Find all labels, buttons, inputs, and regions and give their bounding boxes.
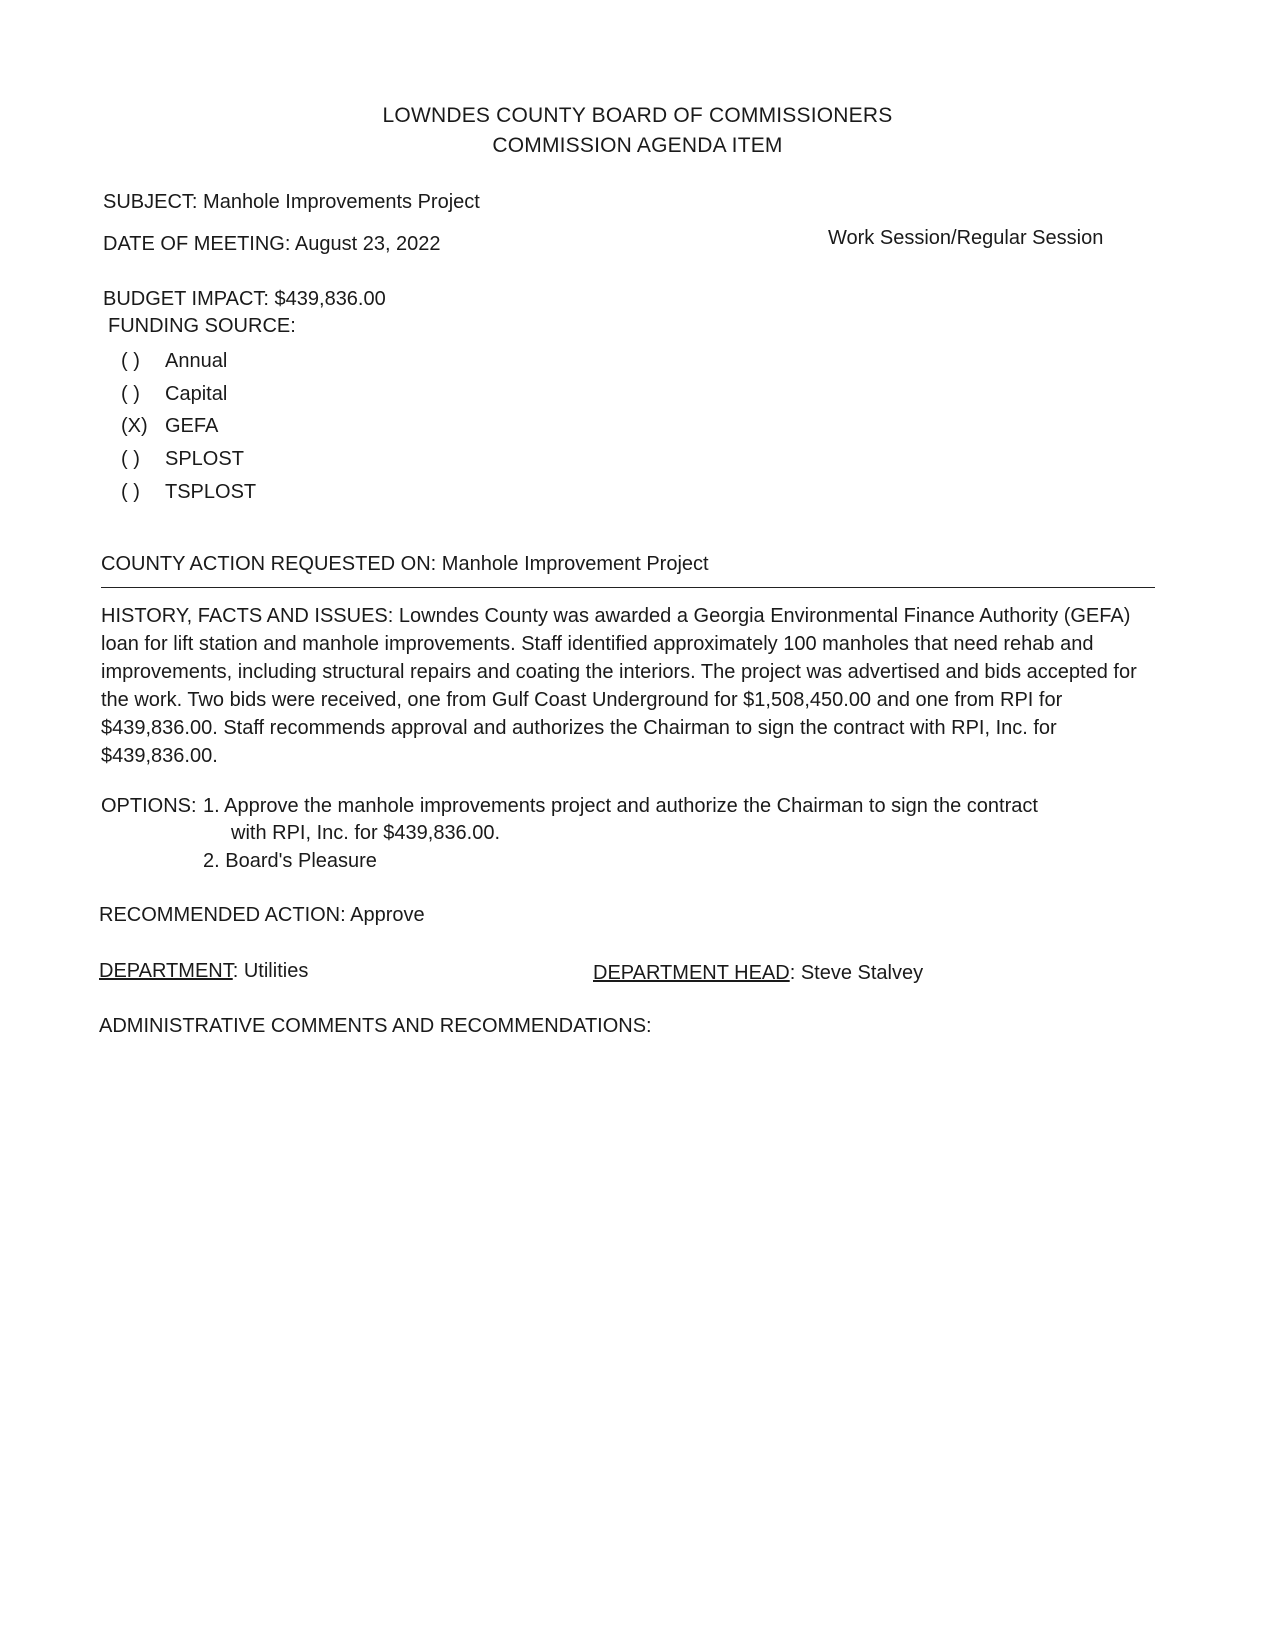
action-requested-label: COUNTY ACTION REQUESTED ON:	[101, 553, 437, 575]
recommended-action-field	[99, 904, 425, 927]
funding-item-splost	[121, 448, 244, 471]
funding-item-gefa	[121, 415, 218, 438]
budget-impact-field	[103, 288, 386, 311]
funding-checkbox-gefa: (X)	[121, 415, 148, 437]
funding-item-capital	[121, 383, 227, 406]
history-facts-issues	[101, 602, 1161, 770]
history-label: HISTORY, FACTS AND ISSUES:	[101, 605, 394, 627]
option-1-line-1: 1. Approve the manhole improvements project and authorize the Chairman to sign the contract	[203, 795, 1038, 817]
department-head-colon: :	[789, 962, 801, 984]
funding-name-annual: Annual	[165, 350, 228, 372]
options-label: OPTIONS:	[101, 795, 197, 817]
funding-checkbox-splost: ( )	[121, 448, 140, 470]
action-requested-field	[101, 553, 709, 576]
funding-name-tsplost: TSPLOST	[165, 481, 257, 503]
funding-item-tsplost	[121, 481, 256, 504]
action-requested-value: Manhole Improvement Project	[441, 553, 709, 575]
recommended-action-value: Approve	[350, 904, 425, 926]
department-field	[99, 960, 308, 983]
funding-source-label: FUNDING SOURCE:	[108, 315, 296, 337]
funding-name-capital: Capital	[165, 383, 228, 405]
funding-checkbox-tsplost: ( )	[121, 481, 140, 503]
department-value: Utilities	[243, 960, 309, 982]
document-subtitle: COMMISSION AGENDA ITEM	[492, 134, 783, 157]
department-head-value: Steve Stalvey	[800, 962, 924, 984]
admin-comments-label: ADMINISTRATIVE COMMENTS AND RECOMMENDATIONS:	[99, 1015, 652, 1037]
funding-checkbox-annual: ( )	[121, 350, 140, 372]
option-2: 2. Board's Pleasure	[203, 850, 377, 872]
department-head-field	[593, 962, 923, 985]
funding-item-annual	[121, 350, 227, 373]
subject-field	[103, 191, 480, 214]
department-head-label: DEPARTMENT HEAD	[593, 962, 790, 984]
option-1-line-2: with RPI, Inc. for $439,836.00.	[231, 822, 501, 844]
recommended-action-label: RECOMMENDED ACTION:	[99, 904, 346, 926]
department-colon: :	[232, 960, 244, 982]
funding-name-splost: SPLOST	[165, 448, 244, 470]
section-divider	[101, 587, 1155, 588]
funding-name-gefa: GEFA	[165, 415, 219, 437]
history-text: Lowndes County was awarded a Georgia Environmental Finance Authority (GEFA) loan for lift station and manhole improvements. Staff identified approximately 100 manholes that need rehab and improvements, including structural repairs and coating the interiors. The project was advertised and bids accepted for the work. Two bids were received, one from Gulf Coast Underground for $1,508,450.00 and one from RPI for $439,836.00. Staff recommends approval and authorizes the Chairman to sign the contract with RPI, Inc. for $439,836.00.	[101, 605, 1137, 767]
subject-value: Manhole Improvements Project	[203, 191, 480, 213]
document-title: LOWNDES COUNTY BOARD OF COMMISSIONERS	[382, 104, 893, 127]
subject-label: SUBJECT:	[103, 191, 198, 213]
budget-impact-label: BUDGET IMPACT:	[103, 288, 269, 310]
meeting-date-value: August 23, 2022	[294, 233, 441, 255]
meeting-date-label: DATE OF MEETING:	[103, 233, 291, 255]
funding-checkbox-capital: ( )	[121, 383, 140, 405]
department-label: DEPARTMENT	[99, 960, 233, 982]
budget-impact-value: $439,836.00	[274, 288, 386, 310]
meeting-date-field	[103, 233, 441, 256]
session-type: Work Session/Regular Session	[828, 227, 1104, 249]
